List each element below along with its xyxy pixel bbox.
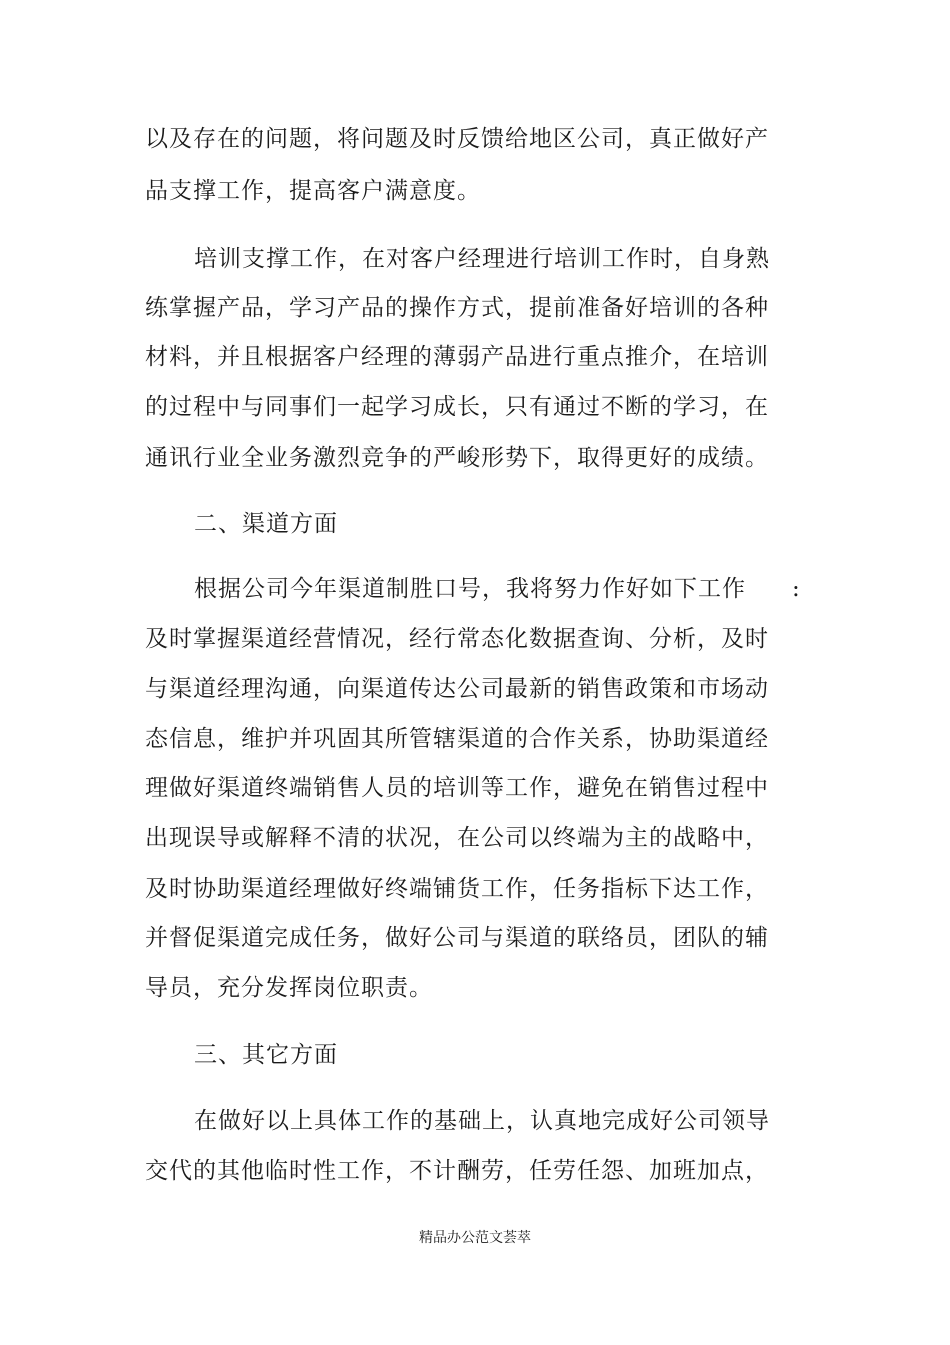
body-line-11: 与渠道经理沟通，向渠道传达公司最新的销售政策和市场动: [145, 676, 769, 702]
body-line-1: 以及存在的问题，将问题及时反馈给地区公司，真正做好产: [145, 126, 769, 152]
body-line-17: 导员，充分发挥岗位职责。: [145, 975, 433, 1001]
body-line-3: 培训支撑工作，在对客户经理进行培训工作时，自身熟: [194, 246, 770, 272]
body-line-4: 练掌握产品，学习产品的操作方式，提前准备好培训的各种: [145, 295, 769, 321]
body-line-13: 理做好渠道终端销售人员的培训等工作，避免在销售过程中: [145, 775, 769, 801]
body-line-5: 材料，并且根据客户经理的薄弱产品进行重点推介，在培训: [145, 344, 769, 370]
body-line-12: 态信息，维护并巩固其所管辖渠道的合作关系，协助渠道经: [145, 726, 769, 752]
body-line-19: 在做好以上具体工作的基础上，认真地完成好公司领导: [194, 1108, 770, 1134]
body-line-7: 通讯行业全业务激烈竞争的严峻形势下，取得更好的成绩。: [145, 445, 769, 471]
page-footer: 精品办公范文荟萃: [419, 1230, 531, 1246]
body-line-2: 品支撑工作，提高客户满意度。: [145, 178, 481, 204]
body-line-10: 及时掌握渠道经营情况，经行常态化数据查询、分析，及时: [145, 626, 769, 652]
section-heading-other: 三、其它方面: [194, 1042, 338, 1068]
body-line-14: 出现误导或解释不清的状况，在公司以终端为主的战略中，: [145, 825, 769, 851]
body-line-20: 交代的其他临时性工作，不计酬劳，任劳任怨、加班加点，: [145, 1158, 769, 1184]
body-line-9: 根据公司今年渠道制胜口号，我将努力作好如下工作: [194, 576, 746, 602]
section-heading-channels: 二、渠道方面: [194, 511, 338, 537]
trailing-colon: :: [792, 576, 800, 602]
body-line-6: 的过程中与同事们一起学习成长，只有通过不断的学习，在: [145, 394, 769, 420]
body-line-15: 及时协助渠道经理做好终端铺货工作，任务指标下达工作，: [145, 876, 769, 902]
body-line-16: 并督促渠道完成任务，做好公司与渠道的联络员，团队的辅: [145, 925, 769, 951]
